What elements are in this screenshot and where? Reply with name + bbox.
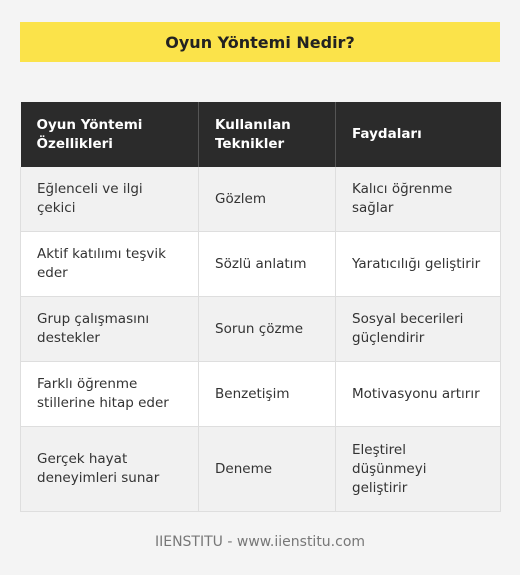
- table-row: [21, 232, 501, 297]
- table-row: [21, 297, 501, 362]
- table-cell: Motivasyonu artırır: [336, 362, 501, 427]
- table-cell: Deneme: [199, 427, 336, 512]
- table-cell: Sözlü anlatım: [199, 232, 336, 297]
- table-row: [21, 427, 501, 512]
- table-header-row: [21, 102, 501, 167]
- table-cell: Kalıcı öğrenme sağlar: [336, 167, 501, 232]
- table-cell: Eleştirel düşünmeyi geliştirir: [336, 427, 501, 512]
- column-header-techniques: Kullanılan Teknikler: [199, 102, 336, 167]
- table-row: [21, 362, 501, 427]
- table-cell: Sosyal becerileri güçlendirir: [336, 297, 501, 362]
- column-header-features: Oyun Yöntemi Özellikleri: [21, 102, 199, 167]
- data-table: [20, 102, 501, 512]
- table-cell: Sorun çözme: [199, 297, 336, 362]
- footer-credit: IIENSTITU - www.iienstitu.com: [154, 534, 366, 550]
- title-banner: [20, 22, 500, 62]
- page-title: Oyun Yöntemi Nedir?: [165, 32, 355, 52]
- table-cell: Gözlem: [199, 167, 336, 232]
- table-cell: Gerçek hayat deneyimleri sunar: [21, 427, 199, 512]
- table-cell: Aktif katılımı teşvik eder: [21, 232, 199, 297]
- table-cell: Benzetişim: [199, 362, 336, 427]
- table-cell: Farklı öğrenme stillerine hitap eder: [21, 362, 199, 427]
- table-cell: Eğlenceli ve ilgi çekici: [21, 167, 199, 232]
- table-row: [21, 167, 501, 232]
- column-header-benefits: Faydaları: [336, 102, 501, 167]
- table-cell: Yaratıcılığı geliştirir: [336, 232, 501, 297]
- table-cell: Grup çalışmasını destekler: [21, 297, 199, 362]
